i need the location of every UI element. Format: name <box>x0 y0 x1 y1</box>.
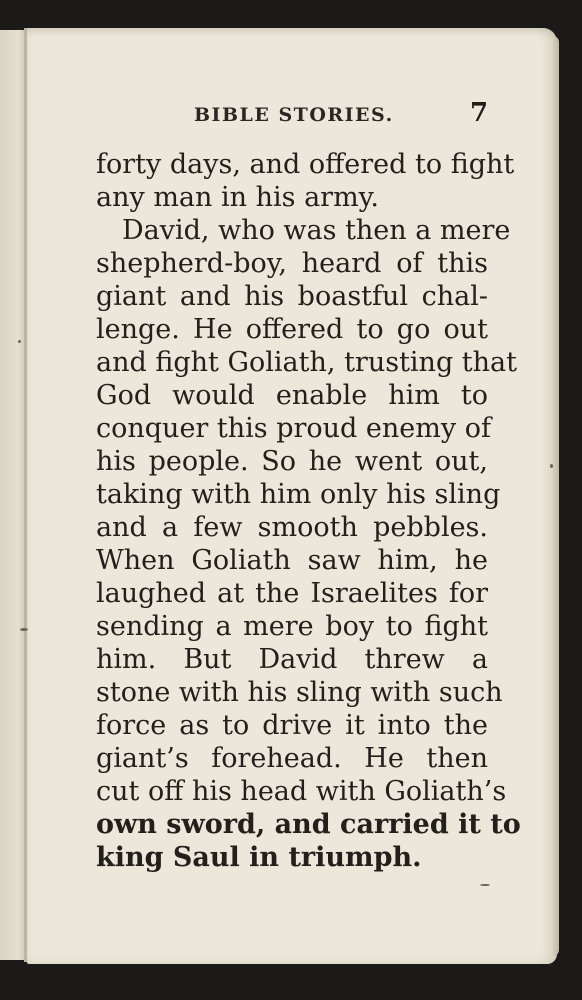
running-head: BIBLE STORIES. <box>194 104 394 126</box>
text-line: God would enable him to <box>96 380 488 411</box>
text-line: him. But David threw a <box>96 644 488 675</box>
ink-speck <box>20 628 28 631</box>
text-line: sending a mere boy to fight <box>96 611 488 642</box>
text-line: cut off his head with Goliath’s <box>96 776 507 807</box>
text-line: David, who was then a mere <box>122 215 511 246</box>
text-line: When Goliath saw him, he <box>96 545 488 576</box>
page-fore-edge <box>553 36 559 956</box>
page-number: 7 <box>470 98 489 128</box>
text-line: forty days, and offered to fight <box>96 149 515 180</box>
text-line: any man in his army. <box>96 182 379 213</box>
ink-speck <box>550 464 553 468</box>
text-line: taking with him only his sling <box>96 479 501 510</box>
text-line: his people. So he went out, <box>96 446 488 477</box>
text-line: stone with his sling with such <box>96 677 503 708</box>
left-page-edge <box>0 30 26 960</box>
text-line: lenge. He offered to go out <box>96 314 488 345</box>
text-line: king Saul in triumph. <box>96 842 422 873</box>
ink-speck <box>18 340 21 343</box>
text-line: and fight Goliath, trusting that <box>96 347 517 378</box>
ink-speck <box>480 884 490 886</box>
text-line: laughed at the Israelites for <box>96 578 488 609</box>
text-line: and a few smooth pebbles. <box>96 512 488 543</box>
text-line: force as to drive it into the <box>96 710 488 741</box>
text-line: own sword, and carried it to <box>96 809 521 840</box>
text-line: shepherd-boy, heard of this <box>96 248 488 279</box>
text-line: giant’s forehead. He then <box>96 743 488 774</box>
text-line: giant and his boastful chal- <box>96 281 488 312</box>
text-line: conquer this proud enemy of <box>96 413 491 444</box>
body-text <box>96 148 521 874</box>
